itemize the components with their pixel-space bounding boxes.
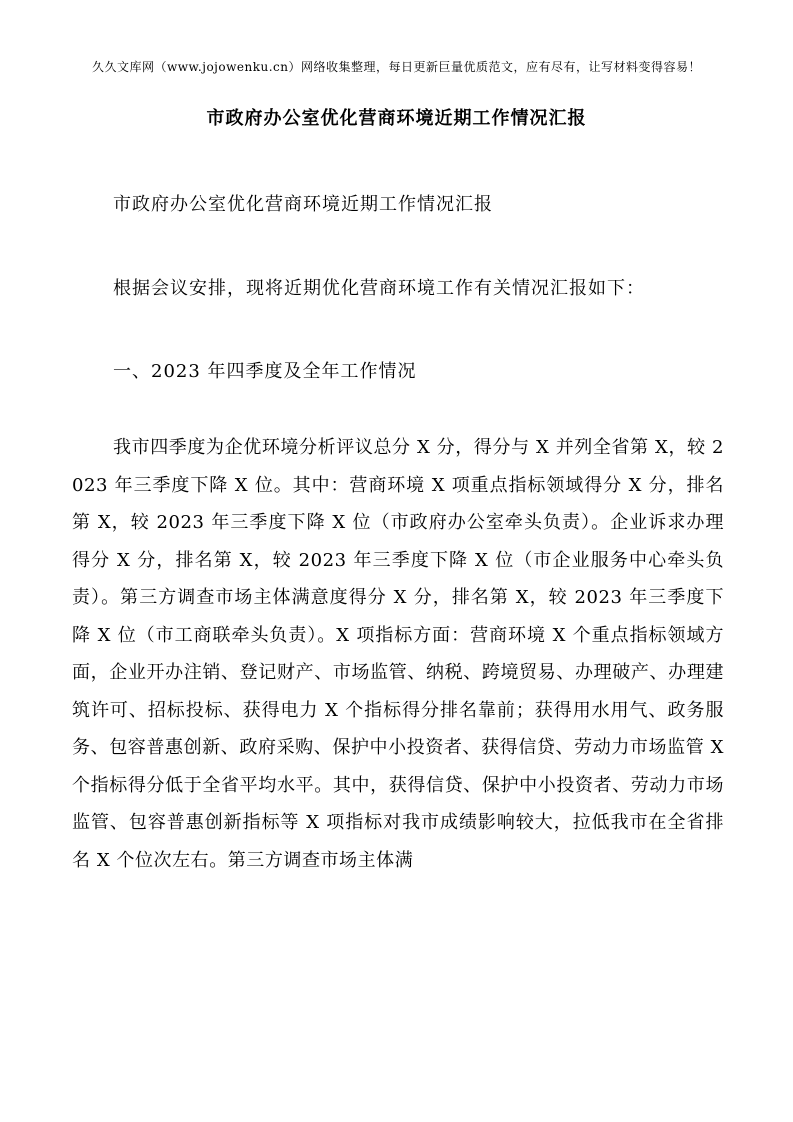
body-paragraph: 我市四季度为企优环境分析评议总分 X 分，得分与 X 并列全省第 X，较 2023 年三季度下降 X 位。其中：营商环境 X 项重点指标领域得分 X 分，排名第 X，较 2023 年三季度下降 X 位（市政府办公室牵头负责）。企业诉求办理得分 X 分，排名第 X，较 2023 年三季度下降 X 位（市企业服务中心牵头负责）。第三方调查市场主体满意度得分 X 分，排名第 X，较 2023 年三季度下降 X 位（市工商联牵头负责）。X 项指标方面：营商环境 X 个重点指标领域方面，企业开办注销、登记财产、市场监管、纳税、跨境贸易、办理破产、办理建筑许可、招标投标、获得电力 X 个指标得分排名靠前；获得用水用气、政务服务、包容普惠创新、政府采购、保护中小投资者、获得信贷、劳动力市场监管 X 个指标得分低于全省平均水平。其中，获得信贷、保护中小投资者、劳动力市场监管、包容普惠创新指标等 X 项指标对我市成绩影响较大，拉低我市在全省排名 X 个位次左右。第三方调查市场主体满 xyxy=(72,437,724,871)
intro-paragraph: 根据会议安排，现将近期优化营商环境工作有关情况汇报如下： xyxy=(113,278,645,299)
section-heading: 一、2023 年四季度及全年工作情况 xyxy=(113,361,417,382)
document-title: 市政府办公室优化营商环境近期工作情况汇报 xyxy=(206,108,587,129)
document-subtitle: 市政府办公室优化营商环境近期工作情况汇报 xyxy=(113,194,493,215)
header-note: 久久文库网（www.jojowenku.cn）网络收集整理，每日更新巨量优质范文，应有尽有，让写材料变得容易！ xyxy=(92,60,701,74)
